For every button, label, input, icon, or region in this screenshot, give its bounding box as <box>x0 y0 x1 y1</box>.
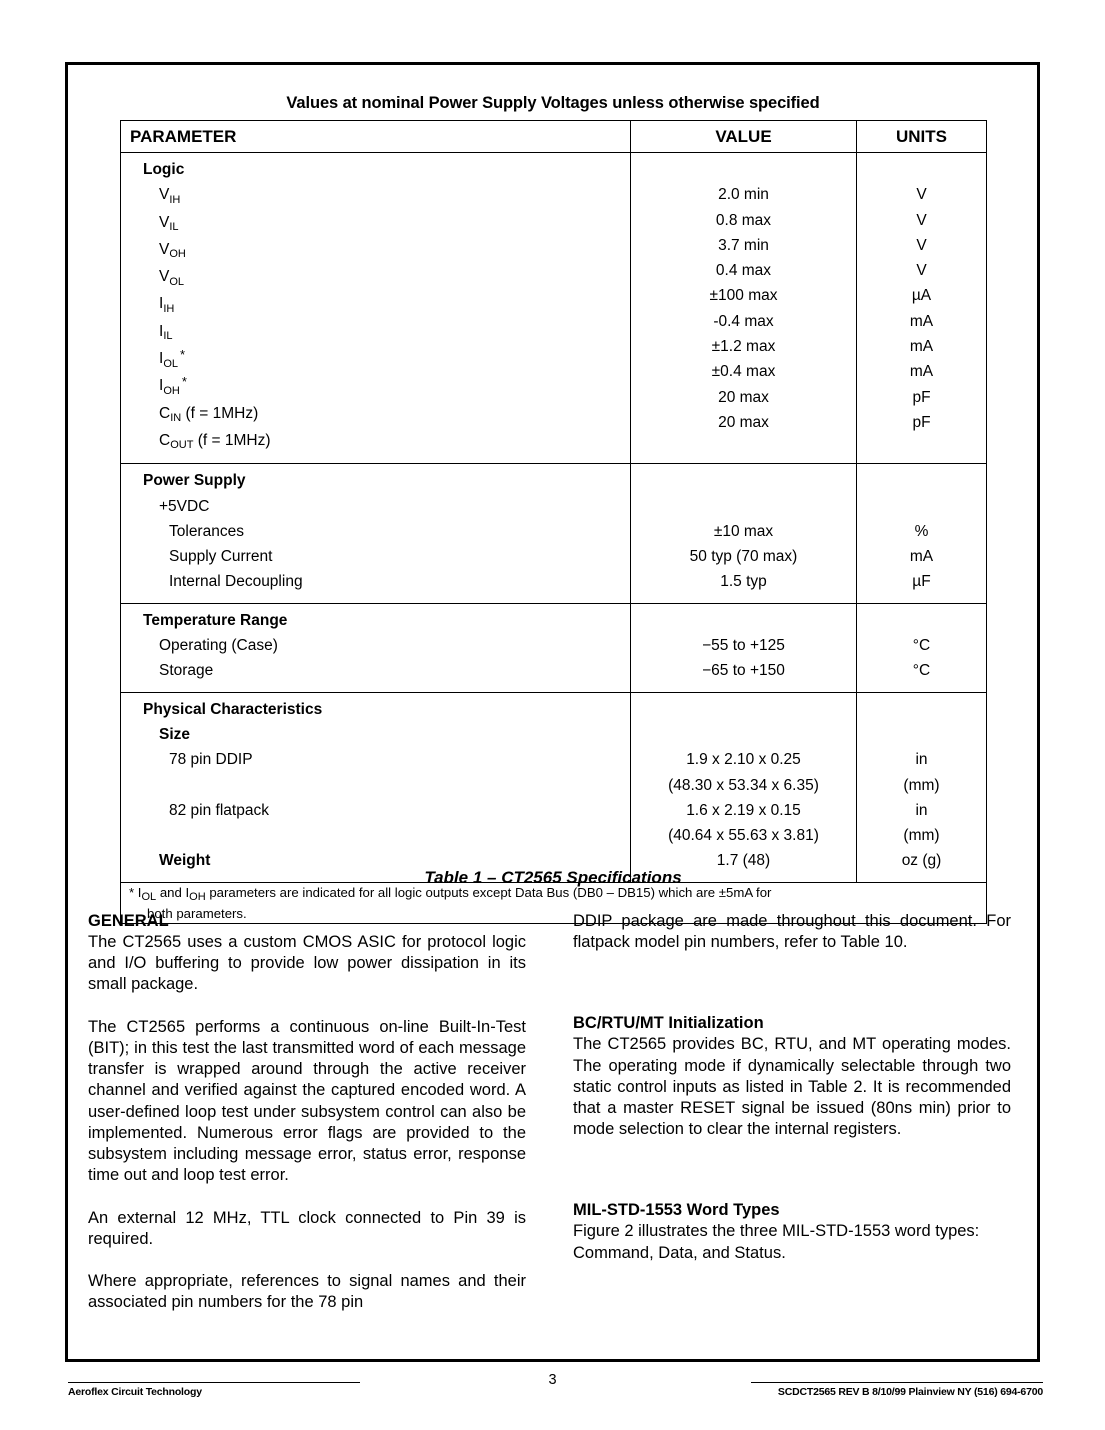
footer-company-name: Aeroflex Circuit Technology <box>68 1386 202 1398</box>
value-vol: 0.4 max <box>715 262 772 280</box>
footnote-part-b: and I <box>156 884 190 900</box>
param-cin: $C_{IN}$ (f = 1MHz) <box>159 404 259 425</box>
units-vih: V <box>916 186 927 204</box>
paragraph-spacer <box>573 953 1011 1013</box>
value-internal-decoupling: 1.5 typ <box>720 573 767 591</box>
units-ioh: mA <box>909 363 934 381</box>
param-vol: $V_{OL}$ <box>159 268 185 288</box>
units-82-pin-flatpack-mm: (mm) <box>903 827 940 845</box>
footer-right-block <box>751 1382 1043 1398</box>
value-82-pin-flatpack-mm: (40.64 x 55.63 x 3.81) <box>668 827 819 845</box>
footnote-sub-ol: OL <box>141 891 157 904</box>
units-operating-case: °C <box>912 637 931 655</box>
param-cin-tail: (f = 1MHz) <box>181 404 259 422</box>
param-iih: $I_{IH}$ <box>159 295 175 315</box>
units-storage: °C <box>912 662 931 680</box>
paragraph-spacer <box>88 1186 526 1207</box>
param-internal-decoupling: Internal Decoupling <box>169 573 303 591</box>
table-top-caption: Values at nominal Power Supply Voltages unless otherwise specified <box>286 94 820 112</box>
param-cout-tail: (f = 1MHz) <box>193 431 271 449</box>
value-vih: 2.0 min <box>718 186 769 204</box>
units-78-pin-ddip-in: in <box>915 751 928 769</box>
table-group-temperature-range <box>121 603 987 692</box>
heading-general: GENERAL <box>88 912 169 930</box>
heading-mil-std-1553-word-types: MIL-STD-1553 Word Types <box>573 1201 780 1220</box>
table-figure-caption: Table 1 – CT2565 Specifications <box>424 868 682 887</box>
paragraph-spacer <box>88 996 526 1017</box>
param-vol-subscript: OL <box>169 275 185 288</box>
param-cout-subscript: OUT <box>170 439 194 452</box>
param-supply-current: Supply Current <box>169 548 273 566</box>
units-iol: mA <box>909 338 934 356</box>
param-iil: $I_{IL}$ <box>159 322 173 343</box>
units-vol: V <box>916 262 927 280</box>
physical-parameter-cell <box>121 692 631 882</box>
specifications-table <box>120 120 987 924</box>
body-column-left <box>88 911 526 1314</box>
paragraph-general-1: The CT2565 uses a custom CMOS ASIC for protocol logic and I/O buffering to provide low power dissipation in its small package. <box>88 933 526 994</box>
value-82-pin-flatpack-in: 1.6 x 2.19 x 0.15 <box>686 801 801 819</box>
value-voh: 3.7 min <box>718 236 769 254</box>
value-78-pin-ddip-mm: (48.30 x 53.34 x 6.35) <box>668 776 819 794</box>
param-cin-subscript: IN <box>170 412 182 425</box>
paragraph-general-4: Where appropriate, references to signal names and their associated pin numbers for the 78 pin <box>88 1272 526 1312</box>
footnote-sub-oh: OH <box>189 891 206 904</box>
footnote-line-2: both parameters. <box>147 905 247 921</box>
paragraph-spacer <box>573 1140 1011 1200</box>
units-78-pin-ddip-mm: (mm) <box>903 776 940 794</box>
footer-page-number: 3 <box>548 1372 557 1388</box>
param-vih-subscript: IH <box>169 193 181 206</box>
column-header-units: UNITS <box>857 121 987 153</box>
table-header-row <box>121 121 987 153</box>
group-title-logic: Logic <box>143 161 185 178</box>
group-title-temperature-range: Temperature Range <box>143 611 288 629</box>
param-82-pin-flatpack: 82 pin flatpack <box>169 801 269 819</box>
units-weight: oz (g) <box>901 852 942 870</box>
value-operating-case: −55 to +125 <box>702 637 785 655</box>
paragraph-general-3: An external 12 MHz, TTL clock connected to Pin 39 is required. <box>88 1208 526 1248</box>
value-78-pin-ddip-in: 1.9 x 2.10 x 0.25 <box>686 751 801 769</box>
column-header-parameter: PARAMETER <box>121 121 631 153</box>
table-group-physical-characteristics <box>121 692 987 882</box>
power-supply-parameter-cell <box>121 464 631 603</box>
temperature-parameter-cell <box>121 603 631 692</box>
param-iol: $I_{OL}^*$ <box>159 347 186 370</box>
power-supply-value-cell <box>631 464 857 603</box>
value-iih: ±100 max <box>709 287 778 305</box>
paragraph-right-2: The CT2565 provides BC, RTU, and MT operating modes. The operating mode if dynamically selectable through two static control inputs as listed in Table 2. It is recommended that a master RESET signal be issued (80ns min) prior to mode selection to clear the internal registers. <box>573 1035 1011 1139</box>
value-iil: -0.4 max <box>713 312 774 330</box>
param-iih-subscript: IH <box>163 302 175 315</box>
units-internal-decoupling: µF <box>912 573 931 591</box>
units-vil: V <box>916 211 927 229</box>
param-cout: $C_{OUT}$ (f = 1MHz) <box>159 431 271 452</box>
physical-value-cell <box>631 692 857 882</box>
table-group-power-supply <box>121 464 987 603</box>
param-iil-subscript: IL <box>163 330 173 343</box>
param-vil-subscript: IL <box>169 221 179 234</box>
units-voh: V <box>916 236 927 254</box>
footnote-marker-iol: * <box>180 347 186 363</box>
param-voh-subscript: OH <box>169 248 186 261</box>
units-tolerances: % <box>914 522 929 540</box>
param-iol-subscript: OL <box>163 357 178 370</box>
value-cin: 20 max <box>718 388 769 406</box>
value-cout: 20 max <box>718 413 769 431</box>
units-cout: pF <box>912 413 931 431</box>
footer-document-info: SCDCT2565 REV B 8/10/99 Plainview NY (516) 694-6700 <box>777 1386 1043 1398</box>
heading-bc-rtu-mt-initialization: BC/RTU/MT Initialization <box>573 1014 764 1033</box>
paragraph-general-2: The CT2565 performs a continuous on-line Built-In-Test (BIT); in this test the last transmitted word of each message transfer is wrapped around through the active receiver channel and verified against the captured encoded word. A user-defined loop test under subsystem control can also be implemented. Numerous error flags are provided to the subsystem including message error, status error, response time out and loop test error. <box>88 1017 526 1185</box>
value-storage: −65 to +150 <box>702 662 785 680</box>
units-iih: µA <box>911 287 932 305</box>
value-ioh: ±0.4 max <box>711 363 776 381</box>
param-vih: $V_{IH}$ <box>159 186 181 206</box>
param-vil: $V_{IL}$ <box>159 213 179 234</box>
footnote-part-c: parameters are indicated for all logic outputs except Data Bus (DB0 – DB15) which are ±5mA for <box>205 884 772 900</box>
units-82-pin-flatpack-in: in <box>915 801 928 819</box>
physical-units-cell <box>857 692 987 882</box>
param-tolerances: Tolerances <box>169 522 244 540</box>
footer-right-rule <box>751 1382 1043 1383</box>
logic-parameter-cell <box>121 153 631 464</box>
param-operating-case: Operating (Case) <box>159 637 278 655</box>
footnote-part-a: * I <box>129 884 142 900</box>
table-group-logic <box>121 153 987 464</box>
value-tolerances: ±10 max <box>713 522 774 540</box>
param-78-pin-ddip: 78 pin DDIP <box>169 751 253 769</box>
param-ioh: $I_{OH}^*$ <box>159 374 187 397</box>
group-title-physical-characteristics: Physical Characteristics <box>143 700 323 718</box>
value-supply-current: 50 typ (70 max) <box>689 548 798 566</box>
temperature-units-cell <box>857 603 987 692</box>
param-storage: Storage <box>159 662 214 680</box>
power-supply-units-cell <box>857 464 987 603</box>
footnote-marker-ioh: * <box>181 374 187 390</box>
temperature-value-cell <box>631 603 857 692</box>
power-supply-subtitle: +5VDC <box>159 497 210 515</box>
value-weight: 1.7 (48) <box>716 852 771 870</box>
physical-subtitle-size: Size <box>159 725 191 743</box>
units-supply-current: mA <box>909 548 934 566</box>
logic-units-cell <box>857 153 987 464</box>
paragraph-spacer <box>88 1250 526 1271</box>
column-header-value: VALUE <box>631 121 857 153</box>
specifications-table-block <box>120 94 986 924</box>
paragraph-right-3: Figure 2 illustrates the three MIL-STD-1553 word types: Command, Data, and Status. <box>573 1222 980 1262</box>
body-column-right <box>573 911 1011 1264</box>
units-iil: mA <box>909 312 934 330</box>
paragraph-right-1: DDIP package are made throughout this document. For flatpack model pin numbers, refer to Table 10. <box>573 912 1011 952</box>
value-iol: ±1.2 max <box>711 338 776 356</box>
logic-value-cell <box>631 153 857 464</box>
group-title-power-supply: Power Supply <box>143 472 246 490</box>
param-ioh-subscript: OH <box>163 384 180 397</box>
value-vil: 0.8 max <box>715 211 772 229</box>
param-voh: $V_{OH}$ <box>159 240 186 261</box>
units-cin: pF <box>912 388 931 406</box>
param-weight: Weight <box>159 852 211 870</box>
